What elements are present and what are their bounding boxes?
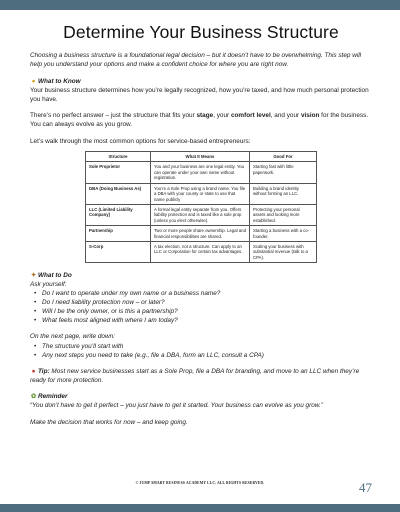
list-item: • Will I be the only owner, or is this a partnership? [42, 307, 372, 316]
column-header: Good For [250, 152, 317, 162]
table-cell: Partnership [86, 226, 151, 242]
table-cell: S-Corp [86, 241, 151, 262]
lightbulb-icon: ● [31, 77, 36, 85]
column-header: What It Means [151, 152, 250, 162]
table-cell: LLC (Limited Liability Company) [86, 204, 151, 225]
bottom-accent-bar [0, 504, 400, 512]
what-to-know-text: Your business structure determines how you’re legally recognized, how you’re taxed, and how much personal protection you have. [30, 86, 369, 103]
list-item: • Do I want to operate under my own name or a business name? [42, 289, 372, 298]
what-to-do-section [30, 271, 372, 325]
list-item: • The structure you’ll start with [42, 342, 372, 351]
table-cell: Two or more people share ownership. Legal and financial responsibilities are shared. [151, 226, 250, 242]
what-to-do-heading: ✦ What to Do [30, 272, 72, 280]
table-row [86, 204, 317, 225]
reminder-heading: ✿ Reminder [30, 393, 68, 401]
sprout-icon: ✿ [30, 393, 37, 401]
structures-table [85, 151, 317, 263]
write-down-list [30, 342, 372, 360]
page-title: Determine Your Business Structure [63, 22, 339, 42]
page-number: 47 [359, 480, 372, 495]
next-page-lead: On the next page, write down: [30, 333, 115, 341]
next-page-section [30, 332, 372, 359]
reminder-section [30, 392, 372, 410]
question-list [30, 289, 372, 325]
table-cell: Starting fast with little paperwork. [250, 162, 317, 183]
table-row [86, 183, 317, 204]
closing-line: Make the decision that works for now – and keep going. [30, 418, 188, 426]
table-cell: You and your business are one legal entity. You can operate under your own name without registration. [151, 162, 250, 183]
reminder-quote: “You don’t have to get it perfect – you just have to get it started. Your business can evolve as you grow.” [30, 402, 323, 410]
column-header: Structure [86, 152, 151, 162]
magic-wand-icon: ✦ [30, 272, 37, 280]
table-cell: Scaling your business with substantial revenue (talk to a CPA). [250, 241, 317, 262]
list-item: • What feels most aligned with where I am today? [42, 316, 372, 325]
ask-yourself-label: Ask yourself: [30, 281, 67, 289]
list-item: • Any next steps you need to take (e.g., file a DBA, form an LLC, consult a CPA) [42, 351, 372, 360]
top-accent-bar [0, 0, 400, 10]
table-row [86, 162, 317, 183]
table-cell: A tax election, not a structure. Can apply to an LLC or Corporation for certain tax advantages. [151, 241, 250, 262]
intro-paragraph: Choosing a business structure is a foundational legal decision – but it doesn’t have to be overwhelming. This step will help you understand your options and make a confident choice for where you are right now. [30, 52, 362, 69]
document-page [30, 22, 372, 427]
table-row [86, 226, 317, 242]
table-cell: Building a brand identity without forming an LLC. [250, 183, 317, 204]
table-cell: Sole Proprietor [86, 162, 151, 183]
what-to-know-heading: ● What to Know [31, 77, 81, 85]
table-cell: A formal legal entity separate from you. Offers liability protection and is taxed like a sole prop (unless you elect otherwise). [151, 204, 250, 225]
table-cell: Starting a business with a co-founder. [250, 226, 317, 242]
list-item: • Do I need liability protection now – or later? [42, 298, 372, 307]
tip-paragraph: ● Tip: Most new service businesses start as a Sole Prop, file a DBA for branding, and move to an LLC when they’re ready for more protection. [30, 367, 360, 385]
no-perfect-paragraph: There’s no perfect answer – just the structure that fits your stage, your comfort level, and your vision for the business. You can always evolve as you grow. [30, 112, 369, 129]
table-row [86, 241, 317, 262]
pushpin-icon: ● [31, 367, 36, 375]
what-to-know-section [30, 77, 372, 105]
table-cell: DBA (Doing Business As) [86, 183, 151, 204]
table-cell: You’re a Sole Prop using a brand name. You file a DBA with your county or state to use that name publicly [151, 183, 250, 204]
table-cell: Protecting your personal assets and looking more established. [250, 204, 317, 225]
copyright-footer: © JUMP SMART BUSINESS ACADEMY LLC. ALL RIGHTS RESERVED. [135, 481, 265, 485]
table-lead: Let’s walk through the most common options for service-based entrepreneurs: [30, 137, 251, 145]
table-header-row [86, 152, 317, 162]
